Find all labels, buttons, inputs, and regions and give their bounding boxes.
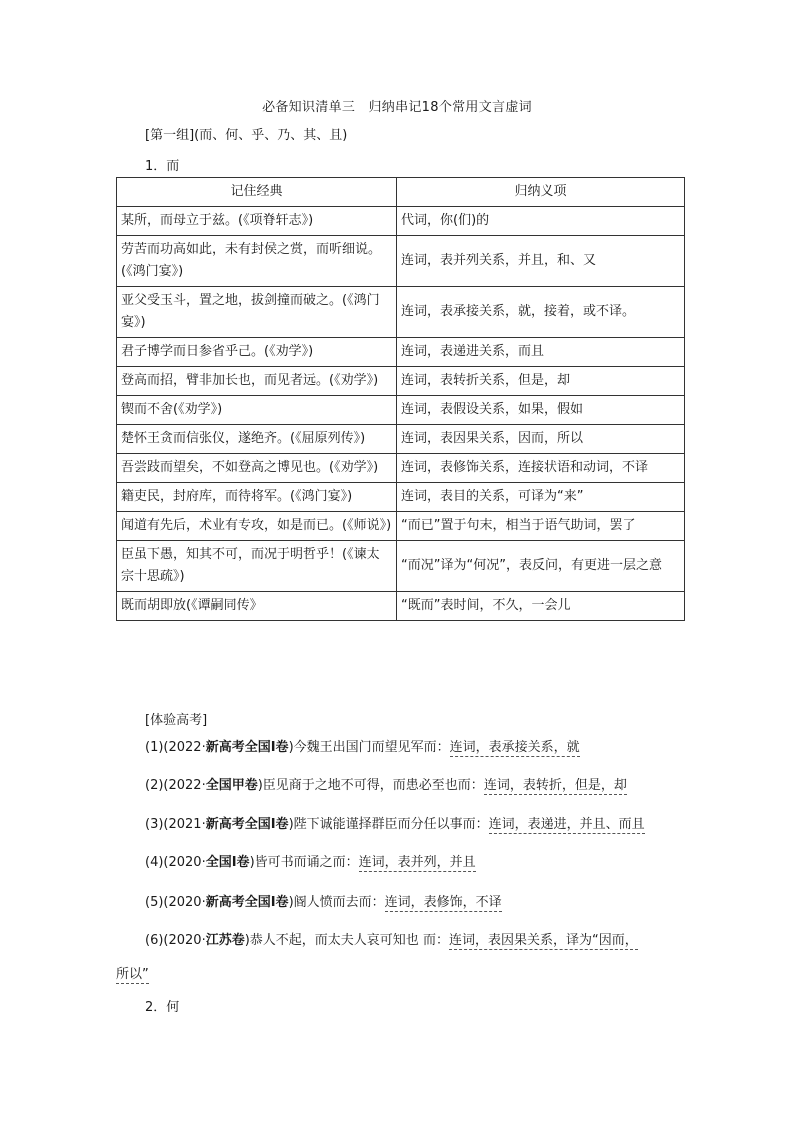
item-number: (1) bbox=[145, 740, 164, 755]
table-row bbox=[117, 207, 685, 236]
meaning-cell: 连词，表因果关系，因而，所以 bbox=[397, 425, 685, 454]
section-heading-he: 2．何 bbox=[145, 1000, 180, 1015]
table-row bbox=[117, 338, 685, 367]
item-year: (2020· bbox=[163, 895, 206, 910]
item-answer: 连词，表转折，但是，却 bbox=[483, 778, 627, 793]
table-row bbox=[117, 541, 685, 592]
meaning-cell: 连词，表修饰关系，连接状语和动词，不译 bbox=[397, 454, 685, 483]
item-source: 全国Ⅰ卷 bbox=[205, 855, 250, 870]
example-cell: 既而胡即放(《谭嗣同传》 bbox=[117, 592, 397, 621]
meaning-cell: 连词，表递进关系，而且 bbox=[397, 338, 685, 367]
exam-item-1 bbox=[145, 738, 580, 758]
header-meaning: 归纳义项 bbox=[397, 178, 685, 207]
item-sentence: )恭人不起，而太夫人哀可知也 而： bbox=[244, 933, 449, 948]
meaning-cell: “既而”表时间，不久，一会儿 bbox=[397, 592, 685, 621]
exam-item-2 bbox=[145, 776, 627, 796]
meaning-cell: 连词，表目的关系，可译为“来” bbox=[397, 483, 685, 512]
exam-item-5 bbox=[145, 893, 502, 913]
example-cell: 亚父受玉斗，置之地，拔剑撞而破之。(《鸿门宴》) bbox=[117, 287, 397, 338]
item-year: (2021· bbox=[163, 817, 206, 832]
item-answer: 连词，表因果关系，译为“因而， bbox=[448, 933, 638, 948]
table-row bbox=[117, 512, 685, 541]
item-sentence: )陛下诚能谨择群臣而分任以事而： bbox=[288, 817, 489, 832]
meaning-cell: 连词，表假设关系，如果，假如 bbox=[397, 396, 685, 425]
exam-item-6-continued bbox=[116, 965, 149, 985]
table-row bbox=[117, 592, 685, 621]
meaning-cell: “而况”译为“何况”，表反问，有更进一层之意 bbox=[397, 541, 685, 592]
meaning-cell: 连词，表转折关系，但是，却 bbox=[397, 367, 685, 396]
example-cell: 臣虽下愚，知其不可，而况于明哲乎！(《谏太宗十思疏》) bbox=[117, 541, 397, 592]
item-source: 新高考全国Ⅰ卷 bbox=[205, 817, 289, 832]
table-row bbox=[117, 396, 685, 425]
item-answer: 连词，表递进，并且、而且 bbox=[488, 817, 645, 832]
item-answer: 连词，表承接关系，就 bbox=[449, 740, 580, 755]
item-year: (2020· bbox=[163, 855, 206, 870]
item-answer: 连词，表并列，并且 bbox=[358, 855, 476, 870]
usage-table bbox=[116, 177, 685, 621]
item-year: (2022· bbox=[163, 778, 206, 793]
item-sentence: )今魏王出国门而望见军而： bbox=[288, 740, 450, 755]
item-source: 新高考全国Ⅰ卷 bbox=[205, 740, 289, 755]
section-heading-er: 1．而 bbox=[145, 159, 180, 174]
exam-item-3 bbox=[145, 815, 645, 835]
example-cell: 锲而不舍(《劝学》) bbox=[117, 396, 397, 425]
meaning-cell: 连词，表承接关系，就，接着，或不译。 bbox=[397, 287, 685, 338]
item-number: (2) bbox=[145, 778, 164, 793]
item-sentence: )臣见商于之地不可得，而患必至也而： bbox=[257, 778, 484, 793]
item-sentence: )阍人愤而去而： bbox=[288, 895, 385, 910]
meaning-cell: 代词，你(们)的 bbox=[397, 207, 685, 236]
example-cell: 吾尝跂而望矣，不如登高之博见也。(《劝学》) bbox=[117, 454, 397, 483]
example-cell: 某所，而母立于兹。(《项脊轩志》) bbox=[117, 207, 397, 236]
experience-heading: [体验高考] bbox=[145, 713, 208, 728]
item-year: (2022· bbox=[163, 740, 206, 755]
example-cell: 登高而招，臂非加长也，而见者远。(《劝学》) bbox=[117, 367, 397, 396]
item-number: (6) bbox=[145, 933, 164, 948]
item-year: (2020· bbox=[163, 933, 206, 948]
table-header-row bbox=[117, 178, 685, 207]
item-source: 江苏卷 bbox=[205, 933, 245, 948]
item-answer-continued: 所以” bbox=[116, 967, 149, 982]
table-row bbox=[117, 367, 685, 396]
table-row bbox=[117, 454, 685, 483]
example-cell: 闻道有先后，术业有专攻，如是而已。(《师说》) bbox=[117, 512, 397, 541]
item-number: (4) bbox=[145, 855, 164, 870]
page-title: 必备知识清单三 归纳串记18个常用文言虚词 bbox=[262, 100, 532, 115]
item-source: 全国甲卷 bbox=[205, 778, 258, 793]
exam-item-6 bbox=[145, 931, 638, 951]
header-classic: 记住经典 bbox=[117, 178, 397, 207]
table-row bbox=[117, 287, 685, 338]
meaning-cell: 连词，表并列关系，并且，和、又 bbox=[397, 236, 685, 287]
item-number: (5) bbox=[145, 895, 164, 910]
example-cell: 楚怀王贪而信张仪，遂绝齐。(《屈原列传》) bbox=[117, 425, 397, 454]
table-row bbox=[117, 236, 685, 287]
item-sentence: )皆可书而诵之而： bbox=[249, 855, 359, 870]
item-source: 新高考全国Ⅰ卷 bbox=[205, 895, 289, 910]
table-row bbox=[117, 483, 685, 512]
table-row bbox=[117, 425, 685, 454]
item-answer: 连词，表修饰，不译 bbox=[384, 895, 502, 910]
group-label: [第一组](而、何、乎、乃、其、且) bbox=[145, 128, 348, 143]
example-cell: 劳苦而功高如此，未有封侯之赏，而听细说。(《鸿门宴》) bbox=[117, 236, 397, 287]
exam-item-4 bbox=[145, 853, 476, 873]
item-number: (3) bbox=[145, 817, 164, 832]
example-cell: 君子博学而日参省乎己。(《劝学》) bbox=[117, 338, 397, 367]
meaning-cell: “而已”置于句末，相当于语气助词，罢了 bbox=[397, 512, 685, 541]
example-cell: 籍吏民，封府库，而待将军。(《鸿门宴》) bbox=[117, 483, 397, 512]
